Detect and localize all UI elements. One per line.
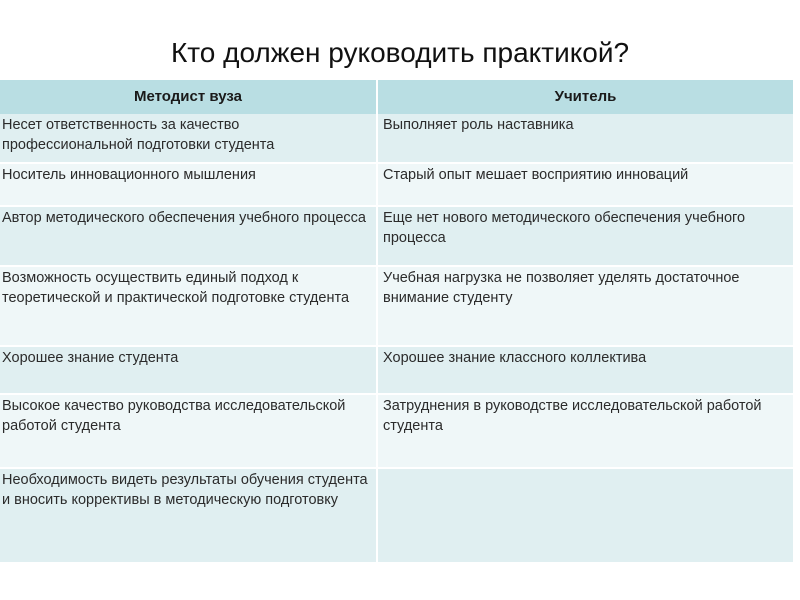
table-row: [0, 266, 793, 346]
methodist-cell: Несет ответственность за качество профессиональной подготовки студента: [0, 114, 377, 163]
methodist-cell: Высокое качество руководства исследовательской работой студента: [0, 394, 377, 468]
methodist-cell: Возможность осуществить единый подход к теоретической и практической подготовке студента: [0, 266, 377, 346]
table-row: [0, 206, 793, 266]
comparison-table: [0, 80, 793, 564]
table-row: [0, 346, 793, 394]
methodist-cell: Хорошее знание студента: [0, 346, 377, 394]
methodist-cell: Носитель инновационного мышления: [0, 163, 377, 206]
methodist-cell: Автор методического обеспечения учебного процесса: [0, 206, 377, 266]
teacher-cell: Затруднения в руководстве исследовательской работой студента: [377, 394, 793, 468]
table-row: [0, 163, 793, 206]
methodist-cell: Необходимость видеть результаты обучения студента и вносить коррективы в методическую подготовку: [0, 468, 377, 563]
teacher-cell: Старый опыт мешает восприятию инноваций: [377, 163, 793, 206]
table-header-row: [0, 80, 793, 114]
teacher-cell: Выполняет роль наставника: [377, 114, 793, 163]
column-header-methodist: Методист вуза: [0, 80, 377, 114]
teacher-cell: Еще нет нового методического обеспечения учебного процесса: [377, 206, 793, 266]
table-row: [0, 394, 793, 468]
slide-title: Кто должен руководить практикой?: [170, 37, 630, 68]
teacher-cell: Учебная нагрузка не позволяет уделять достаточное внимание студенту: [377, 266, 793, 346]
table-row: [0, 468, 793, 563]
teacher-cell: [377, 468, 793, 563]
teacher-cell: Хорошее знание классного коллектива: [377, 346, 793, 394]
column-header-teacher: Учитель: [377, 80, 793, 114]
table-row: [0, 114, 793, 163]
